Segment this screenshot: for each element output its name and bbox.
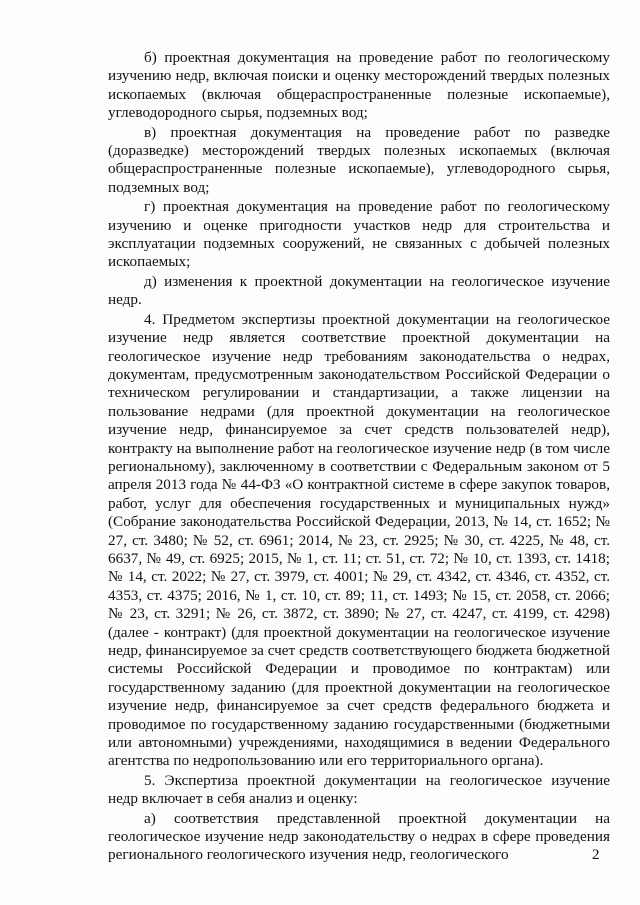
page-number: 2: [592, 847, 600, 863]
paragraph-a: а) соответствия представленной проектной документации на геологическое изучение недр законодательству о недрах в сфере проведения регионального геологического изучения недр, геологического: [108, 809, 610, 864]
paragraph-5: 5. Экспертиза проектной документации на геологическое изучение недр включает в себя анализ и оценку:: [108, 771, 610, 808]
paragraph-g: г) проектная документация на проведение работ по геологическому изучению и оценке пригодности участков недр для строительства и эксплуатации подземных сооружений, не связанных с добычей полезных ископаемых;: [108, 198, 610, 271]
paragraph-4: 4. Предметом экспертизы проектной документации на геологическое изучение недр является соответствие проектной документации на геологическое изучение недр требованиям законодательства о недрах, документам, предусмотренным законодательством Российской Федерации о техническом регулировании и стандартизации, а также лицензии на пользование недрами (для проектной документации на геологическое изучение недр, финансируемое за счет средств пользователей недр), контракту на выполнение работ на геологическое изучение недр (в том числе региональному), заключенному в соответствии с Федеральным законом от 5 апреля 2013 года № 44-ФЗ «О контрактной системе в сфере закупок товаров, работ, услуг для обеспечения государственных и муниципальных нужд» (Собрание законодательства Российской Федерации, 2013, № 14, ст. 1652; № 27, ст. 3480; № 52, ст. 6961; 2014, № 23, ст. 2925; № 30, ст. 4225, № 48, ст. 6637, № 49, ст. 6925; 2015, № 1, ст. 11; ст. 51, ст. 72; № 10, ст. 1393, ст. 1418; № 14, ст. 2022; № 27, ст. 3979, ст. 4001; № 29, ст. 4342, ст. 4346, ст. 4352, ст. 4353, ст. 4375; 2016, № 1, ст. 10, ст. 89; 11, ст. 1493; № 15, ст. 2058, ст. 2066; № 23, ст. 3291; № 26, ст. 3872, ст. 3890; № 27, ст. 4247, ст. 4199, ст. 4298) (далее - контракт) (для проектной документации на геологическое изучение недр, финансируемое за счет средств соответствующего бюджета бюджетной системы Российской Федерации и проводимое по контрактам) или государственному заданию (для проектной документации на геологическое изучение недр, финансируемое за счет средств федерального бюджета и проводимое по государственному заданию государственными (бюджетными или автономными) учреждениями, находящимися в ведении Федерального агентства по недропользованию или его территориального органа).: [108, 310, 610, 770]
paragraph-d: д) изменения к проектной документации на геологическое изучение недр.: [108, 272, 610, 309]
paragraph-v: в) проектная документация на проведение работ по разведке (доразведке) месторождений твердых полезных ископаемых (включая общераспространенные полезные ископаемые), углеводородного сырья, подземных вод;: [108, 123, 610, 196]
document-body: [108, 49, 610, 866]
paragraph-b: б) проектная документация на проведение работ по геологическому изучению недр, включая поиски и оценку месторождений твердых полезных ископаемых (включая общераспространенные полезные ископаемые), углеводородного сырья, подземных вод;: [108, 49, 610, 122]
